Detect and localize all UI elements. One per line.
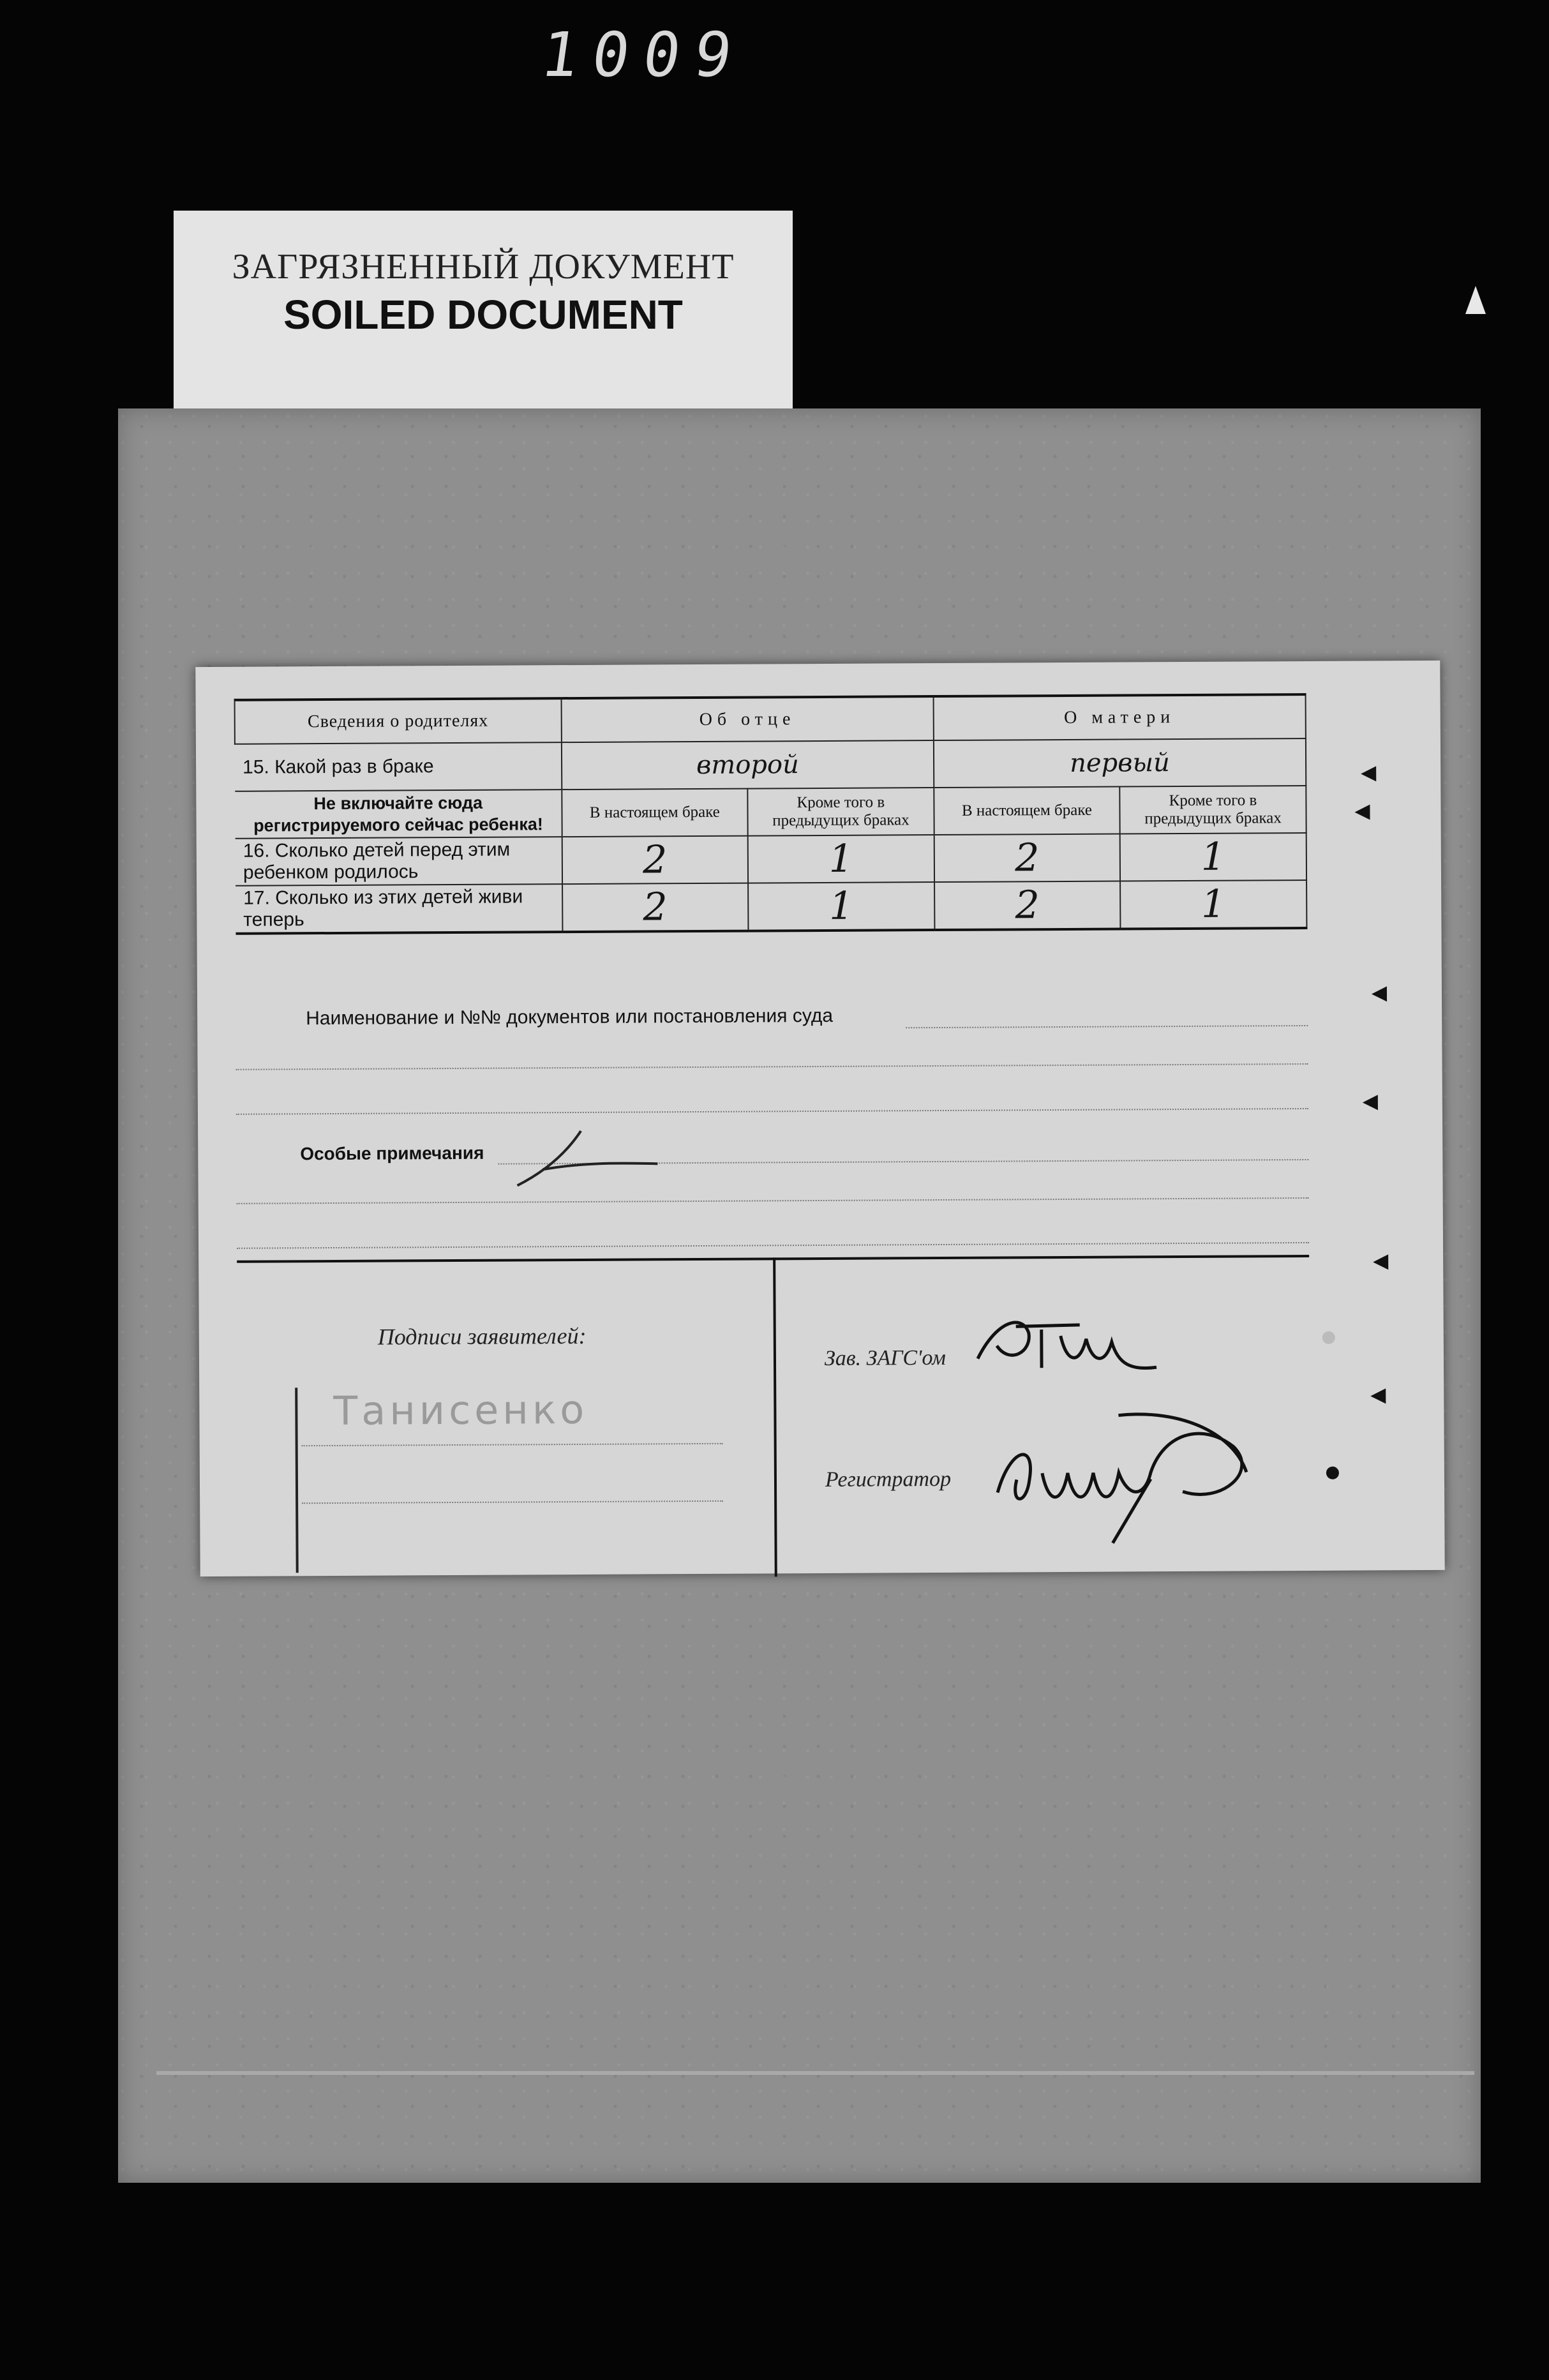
punch-tear-1: [1361, 766, 1376, 781]
punch-tear-3: [1372, 986, 1387, 1001]
registrar-signature: [991, 1395, 1285, 1550]
mother-current-header: В настоящем браке: [934, 787, 1120, 835]
father-current-header: В настоящем браке: [562, 789, 748, 837]
special-notes-line-3: [237, 1242, 1309, 1249]
applicant-signature: Танисенко: [333, 1386, 588, 1434]
applicant-bracket: [295, 1388, 311, 1573]
q16-father-previous: 1: [748, 835, 934, 883]
q16-label: 16. Сколько детей перед этим ребенком родилось: [236, 837, 562, 886]
col-info-header: Сведения о родителях: [235, 698, 562, 744]
mother-previous-header: Кроме того в предыдущих браках: [1119, 786, 1306, 834]
frame-number: 1009: [536, 19, 751, 91]
q17-mother-previous: 1: [1120, 880, 1306, 929]
q16-mother-previous: 1: [1120, 833, 1306, 881]
q17-label: 17. Сколько из этих детей живи теперь: [236, 884, 562, 934]
zags-head-label: Зав. ЗАГС'ом: [824, 1345, 946, 1370]
col-mother-header: О матери: [933, 694, 1305, 740]
punch-hole-2: [1326, 1467, 1339, 1479]
signature-column-divider: [773, 1257, 777, 1576]
documents-label: Наименование и №№ документов или постановления суда: [306, 1005, 834, 1029]
punch-tear-6: [1370, 1388, 1386, 1403]
father-previous-header: Кроме того в предыдущих браках: [747, 788, 934, 836]
q15-label: 15. Какой раз в браке: [235, 742, 562, 791]
edge-marker-icon: [1465, 286, 1486, 314]
q16-mother-current: 2: [934, 834, 1121, 883]
applicant-line-2: [302, 1501, 723, 1504]
registrar-label: Регистратор: [825, 1467, 952, 1492]
special-notes-label: Особые примечания: [300, 1142, 484, 1164]
parents-table: [234, 693, 1308, 935]
q17-mother-current: 2: [934, 881, 1121, 931]
special-notes-line-2: [237, 1197, 1309, 1204]
punch-tear-4: [1363, 1095, 1378, 1110]
soiled-document-label: [174, 211, 793, 415]
not-include-note: Не включайте сюда регистрируемого сейчас ребенка!: [235, 790, 562, 839]
q15-father: второй: [562, 740, 934, 790]
col-father-header: Об отце: [561, 696, 933, 742]
soiled-label-ru: ЗАГРЯЗНЕННЫЙ ДОКУМЕНТ: [232, 247, 735, 287]
q17-father-current: 2: [562, 883, 749, 932]
record-card: [195, 661, 1444, 1576]
backing-crease: [156, 2071, 1474, 2075]
documents-line-1: [906, 1025, 1308, 1028]
applicant-signatures-label: Подписи заявителей:: [377, 1322, 587, 1350]
card-content: [234, 693, 1308, 1492]
q17-father-previous: 1: [748, 882, 934, 931]
q15-mother: первый: [934, 738, 1306, 788]
applicant-line-1: [302, 1443, 723, 1446]
documents-line-2: [236, 1063, 1308, 1070]
punch-tear-2: [1354, 804, 1370, 820]
documents-line-3: [236, 1108, 1308, 1115]
zags-head-signature: [971, 1306, 1164, 1384]
punch-hole-1: [1322, 1331, 1335, 1344]
punch-tear-5: [1373, 1254, 1388, 1269]
q16-father-current: 2: [562, 836, 748, 885]
special-notes-dash-mark: [504, 1124, 671, 1195]
soiled-label-en: SOILED DOCUMENT: [283, 292, 683, 338]
